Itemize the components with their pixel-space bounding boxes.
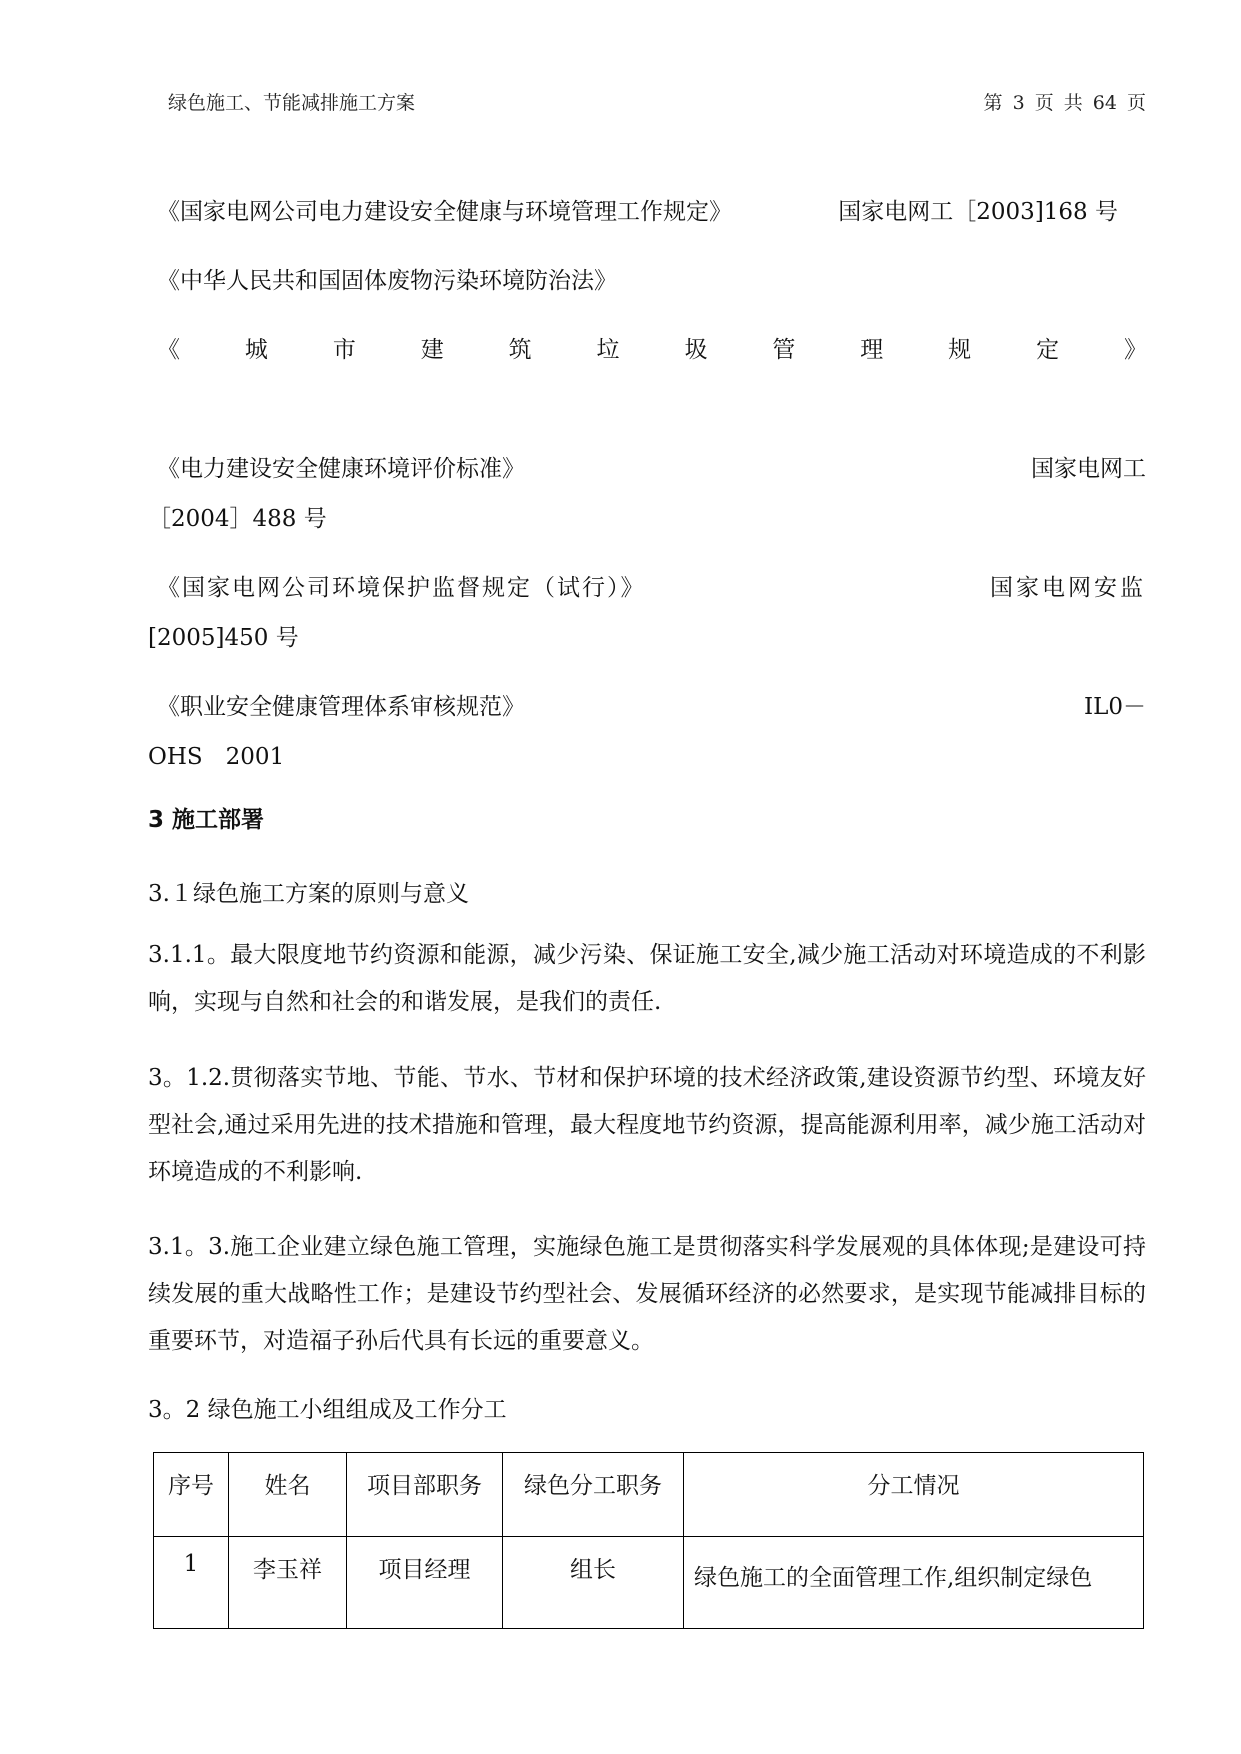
paragraph-3: 3.1。3.施工企业建立绿色施工管理，实施绿色施工是贯彻落实科学发展观的具体体现;是建设可持续发展的重大战略性工作；是建设节约型社会、发展循环经济的必然要求，是实现节能减排目标的重要环节，对造福子孙后代具有长远的重要意义。: [148, 1234, 1146, 1354]
col-header-duty: 分工情况: [684, 1453, 1144, 1537]
reference-5-code-cont: [2005]450 号: [148, 625, 299, 651]
ref3-char: 垃: [596, 337, 620, 363]
reference-4-code: 国家电网工: [1031, 456, 1146, 482]
table-row: [154, 1537, 1144, 1629]
cell-position: 项目经理: [347, 1537, 503, 1629]
cell-no: 1: [154, 1537, 229, 1629]
reference-1-code: 国家电网工［2003]168 号: [838, 199, 1118, 225]
header-title: 绿色施工、节能减排施工方案: [168, 92, 416, 114]
ref3-char: 城: [244, 337, 268, 363]
col-header-green-role: 绿色分工职务: [503, 1453, 684, 1537]
subsection-heading-1: 3.１绿色施工方案的原则与意义: [148, 881, 469, 907]
ref3-char: 建: [420, 337, 444, 363]
cell-name: 李玉祥: [229, 1537, 347, 1629]
page-number: 第 3 页 共 64 页: [983, 92, 1146, 114]
section-heading: 3 施工部署: [148, 807, 265, 833]
reference-5-name: 《国家电网公司环境保护监督规定（试行）》: [157, 575, 646, 601]
reference-5-code: 国家电网安监: [990, 575, 1146, 601]
reference-6-name: 《职业安全健康管理体系审核规范》: [157, 694, 525, 720]
ref3-char: 市: [332, 337, 356, 363]
paragraph-1: 3.1.1。最大限度地节约资源和能源，减少污染、保证施工安全,减少施工活动对环境造成的不利影响，实现与自然和社会的和谐发展，是我们的责任.: [148, 942, 1146, 1015]
subsection-heading-2: 3。2 绿色施工小组组成及工作分工: [148, 1397, 507, 1423]
ref3-char: 规: [948, 337, 972, 363]
ref3-char: 筑: [508, 337, 532, 363]
ref3-char: 》: [1123, 337, 1147, 363]
reference-4-code-cont: ［2004］488 号: [148, 506, 327, 532]
ref3-char: 管: [772, 337, 796, 363]
paragraph-2: 3。1.2.贯彻落实节地、节能、节水、节材和保护环境的技术经济政策,建设资源节约型、环境友好型社会,通过采用先进的技术措施和管理，最大程度地节约资源，提高能源利用率，减少施工活动对环境造成的不利影响.: [148, 1065, 1146, 1185]
reference-1-name: 《国家电网公司电力建设安全健康与环境管理工作规定》: [157, 199, 732, 225]
cell-duty: 绿色施工的全面管理工作,组织制定绿色: [684, 1537, 1144, 1629]
col-header-position: 项目部职务: [347, 1453, 503, 1537]
ref3-char: 圾: [684, 337, 708, 363]
col-header-no: 序号: [154, 1453, 229, 1537]
ref3-char: 《: [157, 337, 180, 363]
cell-green-role: 组长: [503, 1537, 684, 1629]
reference-6-code: IL0－: [1084, 694, 1146, 720]
col-header-name: 姓名: [229, 1453, 347, 1537]
table-header-row: [154, 1453, 1144, 1537]
ref3-char: 定: [1036, 337, 1060, 363]
ref3-char: 理: [860, 337, 884, 363]
reference-4-name: 《电力建设安全健康环境评价标准》: [157, 456, 525, 482]
reference-2-name: 《中华人民共和国固体废物污染环境防治法》: [157, 268, 617, 294]
team-table: [153, 1452, 1144, 1629]
reference-3-spread: [157, 331, 1147, 364]
reference-6-code-cont: OHS 2001: [148, 744, 285, 770]
